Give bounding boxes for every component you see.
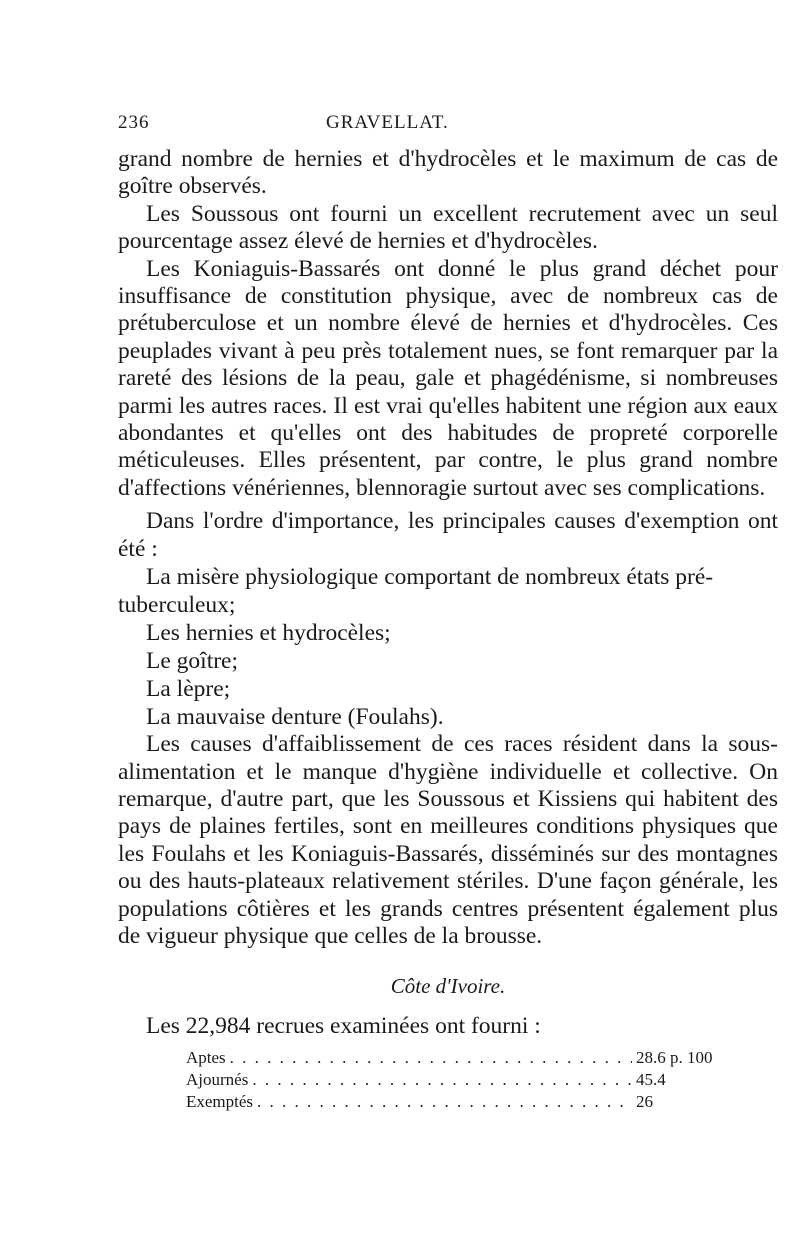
running-title: GRAVELLAT. [326, 112, 449, 133]
leader-dots [252, 1069, 632, 1091]
list-item: Le goître; [146, 648, 239, 675]
section-intro-block [118, 1013, 778, 1040]
list-item: La mauvaise denture (Foulahs). [146, 704, 444, 731]
paragraph-koniaguis: Les Koniaguis-Bassarés ont donné le plus grand déchet pour insuffisance de constitution physique, avec de nombreux cas de prétuberculose et un nombre élevé de hernies et d'hydrocèles. Ces peuplades vivant à peu près totalement nues, se font remarquer par la rareté des lésions de la peau, gale et phagédénisme, si nombreuses parmi les autres races. Il est vrai qu'elles habitent une région aux eaux abondantes et qu'elles ont des habitudes de propreté corporelle méticuleuses. Elles présentent, par contre, le plus grand nombre d'affections vénériennes, blennoragie surtout avec ses complications. [118, 255, 778, 501]
list-item: La lèpre; [146, 676, 231, 703]
document-page [118, 112, 778, 1113]
section-title: Côte d'Ivoire. [390, 974, 506, 999]
cause-text: La misère physiologique comportant de nombreux états pré- [146, 564, 714, 591]
list-item: Les hernies et hydrocèles; [146, 620, 391, 647]
causes-list [118, 563, 778, 731]
stat-label: Aptes [186, 1047, 226, 1067]
stat-label: Exemptés [186, 1091, 254, 1111]
page-header [118, 112, 778, 146]
stat-value: 45.4 [636, 1069, 666, 1089]
page-number: 236 [118, 112, 150, 133]
stat-row-aptes [186, 1047, 746, 1069]
leader-dots [230, 1047, 632, 1069]
recruit-stats [186, 1047, 746, 1113]
body-text [118, 146, 778, 563]
paragraph-affaiblissement: Les causes d'affaiblissement de ces races résident dans la sous-alimentation et le manque d'hygiène individuelle et collective. On remarque, d'autre part, que les Soussous et Kissiens qui habitent des pays de plaines fertiles, sont en meilleures conditions physiques que les Foulahs et les Koniaguis-Bassarés, disséminés sur des montagnes ou des hauts-plateaux relativement stériles. D'une façon générale, les populations côtières et les grands centres présentent également plus de vigueur physique que celles de la brousse. [118, 731, 778, 949]
paragraph-soussous: Les Soussous ont fourni un excellent recrutement avec un seul pourcentage assez élevé de hernies et d'hydrocèles. [118, 200, 778, 255]
leader-dots [257, 1091, 632, 1113]
stat-row-exemptes [186, 1091, 746, 1113]
paragraph-continuation: grand nombre de hernies et d'hydrocèles et le maximum de cas de goître observés. [118, 146, 778, 200]
cause-text-continuation: tuberculeux; [118, 592, 236, 619]
list-item [118, 563, 778, 619]
section-intro: Les 22,984 recrues examinées ont fourni : [146, 1013, 541, 1040]
paragraph-causes-intro: Dans l'ordre d'importance, les principales causes d'exemption ont été : [118, 508, 778, 562]
stat-label: Ajournés [186, 1069, 249, 1089]
stat-value: 28.6 p. 100 [636, 1047, 713, 1067]
stat-row-ajournes [186, 1069, 746, 1091]
stat-value: 26 [636, 1091, 653, 1111]
body-text-closing [118, 731, 778, 950]
